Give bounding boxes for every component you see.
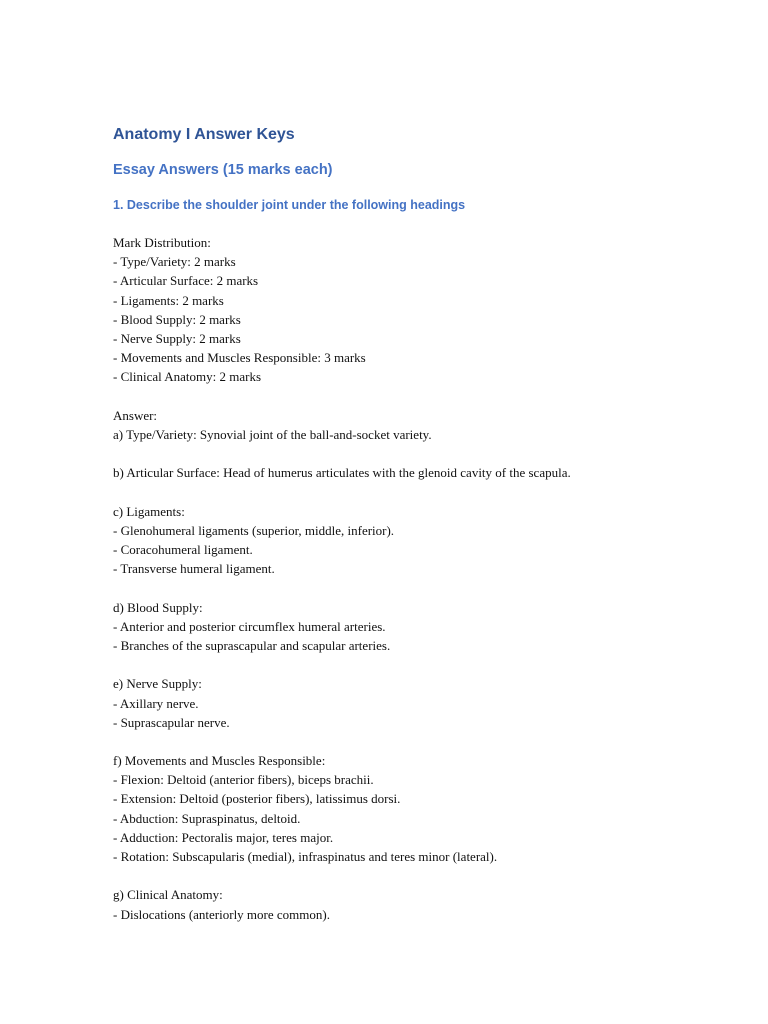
movements-heading: f) Movements and Muscles Responsible: [113, 753, 326, 769]
blood-supply-item: - Branches of the suprascapular and scapular arteries. [113, 637, 391, 653]
document-content [113, 122, 733, 924]
nerve-supply-item: - Suprascapular nerve. [113, 714, 230, 730]
paragraph-gap [113, 387, 733, 406]
paragraph-gap [113, 655, 733, 674]
ligament-item: - Coracohumeral ligament. [113, 542, 253, 557]
movement-item: - Abduction: Supraspinatus, deltoid. [113, 810, 301, 826]
paragraph-gap [113, 866, 733, 885]
mark-distribution-heading: Mark Distribution: [113, 235, 211, 250]
paragraph-gap [113, 732, 733, 751]
question-heading: 1. Describe the shoulder joint under the following headings [113, 198, 466, 212]
nerve-supply-item: - Axillary nerve. [113, 695, 199, 711]
blood-supply-item: - Anterior and posterior circumflex humeral arteries. [113, 618, 386, 634]
section-heading: Essay Answers (15 marks each) [113, 162, 333, 178]
answer-heading: Answer: [113, 407, 158, 423]
ligaments-heading: c) Ligaments: [113, 503, 185, 519]
nerve-supply-heading: e) Nerve Supply: [113, 676, 202, 692]
answer-type-variety: a) Type/Variety: Synovial joint of the ball-and-socket variety. [113, 426, 432, 442]
mark-item: - Clinical Anatomy: 2 marks [113, 369, 262, 385]
movement-item: - Extension: Deltoid (posterior fibers), latissimus dorsi. [113, 791, 401, 807]
mark-item: - Nerve Supply: 2 marks [113, 330, 241, 346]
mark-item: - Blood Supply: 2 marks [113, 311, 241, 327]
document-title: Anatomy I Answer Keys [113, 126, 295, 143]
movement-item: - Adduction: Pectoralis major, teres major. [113, 829, 334, 845]
movement-item: - Flexion: Deltoid (anterior fibers), biceps brachii. [113, 772, 374, 788]
mark-item: - Articular Surface: 2 marks [113, 273, 259, 289]
answer-articular-surface: b) Articular Surface: Head of humerus articulates with the glenoid cavity of the scapula. [113, 465, 571, 481]
mark-item: - Type/Variety: 2 marks [113, 254, 236, 270]
clinical-anatomy-item: - Dislocations (anteriorly more common). [113, 906, 330, 922]
ligament-item: - Glenohumeral ligaments (superior, middle, inferior). [113, 522, 395, 538]
paragraph-gap [113, 482, 733, 501]
paragraph-gap [113, 444, 733, 463]
ligament-item: - Transverse humeral ligament. [113, 561, 275, 577]
mark-item: - Movements and Muscles Responsible: 3 marks [113, 350, 366, 366]
paragraph-gap [113, 578, 733, 597]
document-body [113, 233, 733, 924]
clinical-anatomy-heading: g) Clinical Anatomy: [113, 887, 223, 903]
blood-supply-heading: d) Blood Supply: [113, 599, 203, 615]
mark-item: - Ligaments: 2 marks [113, 292, 224, 308]
movement-item: - Rotation: Subscapularis (medial), infraspinatus and teres minor (lateral). [113, 849, 498, 864]
